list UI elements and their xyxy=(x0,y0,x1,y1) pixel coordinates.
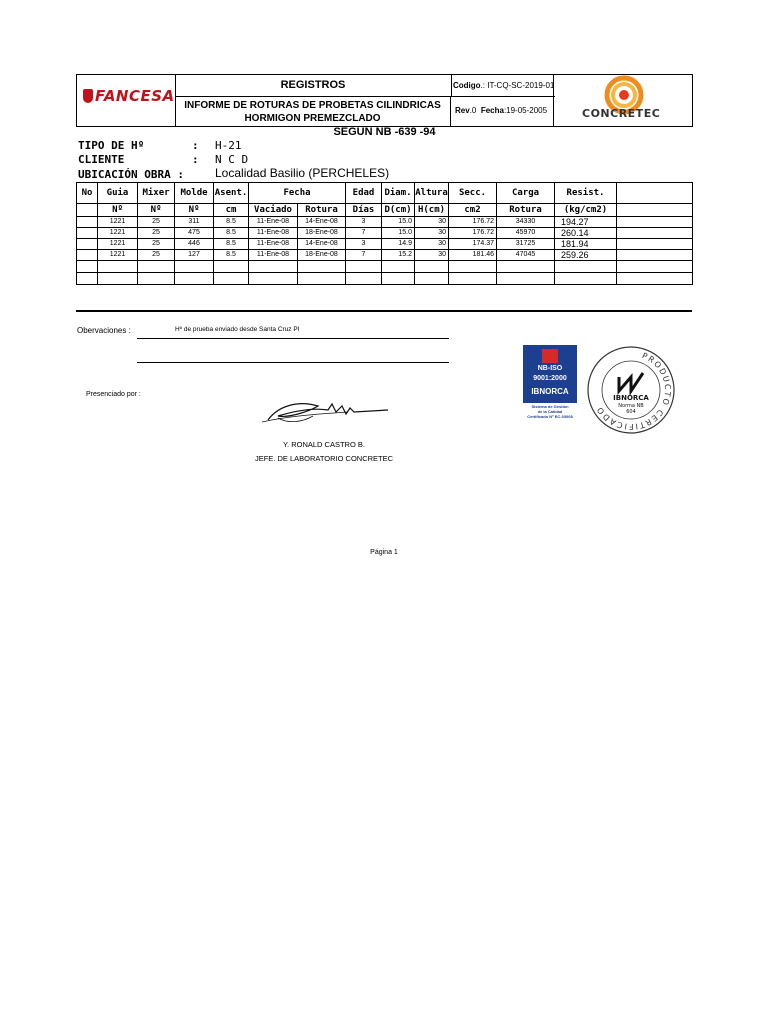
cell-resist: 181.94 xyxy=(555,239,617,250)
unit-rotura: Rotura xyxy=(298,204,346,217)
cell-altura: 30 xyxy=(415,250,449,261)
observaciones-label: Obervaciones : xyxy=(77,326,131,335)
cell-asent: 8.5 xyxy=(214,217,249,228)
cell-no xyxy=(77,239,98,250)
table-row xyxy=(77,250,693,261)
cliente-label: CLIENTE xyxy=(78,153,125,166)
observaciones-text: Hº de prueba enviado desde Santa Cruz PI xyxy=(175,326,300,333)
cell-mixer: 25 xyxy=(138,228,175,239)
seal-ring-text: PRODUCTO CERTIFICADO xyxy=(594,351,673,432)
cell-rotura: 18-Ene-08 xyxy=(298,250,346,261)
cell-carga: 34330 xyxy=(497,217,555,228)
cell-carga: 45970 xyxy=(497,228,555,239)
cell-altura: 30 xyxy=(415,217,449,228)
cell-vaciado: 11-Ene-08 xyxy=(249,217,298,228)
col-header-edad: Edad xyxy=(346,183,382,204)
observaciones-line-2 xyxy=(137,362,449,363)
cell-resist: 194.27 xyxy=(555,217,617,228)
cell-asent: 8.5 xyxy=(214,250,249,261)
signature-title: JEFE. DE LABORATORIO CONCRETEC xyxy=(254,454,394,463)
cell-rotura: 14-Ene-08 xyxy=(298,239,346,250)
presenciado-label: Presenciado por : xyxy=(86,391,141,398)
signature-name: Y. RONALD CASTRO B. xyxy=(283,440,365,449)
cell-no xyxy=(77,250,98,261)
cell-asent: 8.5 xyxy=(214,228,249,239)
table-row xyxy=(77,228,693,239)
cell-mixer: 25 xyxy=(138,250,175,261)
col-header-guia: Guia xyxy=(98,183,138,204)
unit-altura: H(cm) xyxy=(415,204,449,217)
cell-molde: 475 xyxy=(175,228,214,239)
cliente-value: N C D xyxy=(215,153,249,166)
observaciones-line-1 xyxy=(137,338,449,339)
cell-guia: 1221 xyxy=(98,250,138,261)
cell-vaciado: 11-Ene-08 xyxy=(249,239,298,250)
cell-blank xyxy=(617,239,693,250)
table-row xyxy=(77,217,693,228)
unit-vaciado: Vaciado xyxy=(249,204,298,217)
tipo-colon: : xyxy=(192,139,199,152)
concretec-sun-icon xyxy=(554,75,693,128)
col-header-fecha: Fecha xyxy=(249,183,346,204)
col-header-molde: Molde xyxy=(175,183,214,204)
nb-iso-badge xyxy=(523,345,577,403)
cell-vaciado: 11-Ene-08 xyxy=(249,250,298,261)
cell-vaciado: 11-Ene-08 xyxy=(249,228,298,239)
ubicacion-label: UBICACIÓN OBRA : xyxy=(78,168,184,181)
cell-rotura: 18-Ene-08 xyxy=(298,228,346,239)
codigo-value: .: IT-CQ-SC-2019-01 xyxy=(480,81,555,90)
table-header-row1 xyxy=(77,183,693,204)
col-header-diam: Diam. xyxy=(382,183,415,204)
codigo-label: Codigo xyxy=(453,81,481,90)
cell-guia: 1221 xyxy=(98,228,138,239)
table-row xyxy=(77,261,693,273)
seal2-name: IBNORCA xyxy=(613,394,649,402)
col-header-blank xyxy=(617,183,693,204)
cell-asent: 8.5 xyxy=(214,239,249,250)
fancesa-logo xyxy=(77,75,176,126)
nb-iso-mark-icon xyxy=(542,349,558,363)
col-header-asent: Asent. xyxy=(214,183,249,204)
col-header-no: No xyxy=(77,183,98,204)
header-block xyxy=(76,74,554,127)
unit-no xyxy=(77,204,98,217)
unit-resist: (kg/cm2) xyxy=(555,204,617,217)
cell-secc: 174.37 xyxy=(449,239,497,250)
cell-guia: 1221 xyxy=(98,239,138,250)
fancesa-logo-text: FANCESA xyxy=(95,87,175,105)
cell-altura: 30 xyxy=(415,239,449,250)
nb-iso-caption1: Sistema de Gestión xyxy=(531,404,569,409)
table-header-row2 xyxy=(77,204,693,217)
unit-mixer: Nº xyxy=(138,204,175,217)
col-header-resist: Resist. xyxy=(555,183,617,204)
cell-molde: 127 xyxy=(175,250,214,261)
cell-altura: 30 xyxy=(415,228,449,239)
fancesa-shield-icon xyxy=(83,89,93,103)
cell-blank xyxy=(617,228,693,239)
ubicacion-value: Localidad Basilio (PERCHELES) xyxy=(215,166,390,180)
cell-secc: 181.46 xyxy=(449,250,497,261)
cell-diam: 15.0 xyxy=(382,228,415,239)
cell-diam: 15.0 xyxy=(382,217,415,228)
report-title xyxy=(175,96,451,126)
unit-diam: D(cm) xyxy=(382,204,415,217)
nb-iso-line2: 9001:2000 xyxy=(533,375,567,382)
unit-molde: Nº xyxy=(175,204,214,217)
cell-secc: 176.72 xyxy=(449,217,497,228)
table-row xyxy=(77,273,693,285)
col-header-altura: Altura xyxy=(415,183,449,204)
unit-dias: Días xyxy=(346,204,382,217)
unit-carga: Rotura xyxy=(497,204,555,217)
unit-guia: Nº xyxy=(98,204,138,217)
cell-no xyxy=(77,217,98,228)
cell-molde: 446 xyxy=(175,239,214,250)
col-header-carga: Carga xyxy=(497,183,555,204)
cell-diam: 14.9 xyxy=(382,239,415,250)
producto-certificado-seal xyxy=(586,345,676,435)
cell-edad: 7 xyxy=(346,250,382,261)
seal2-norma: Norma NB xyxy=(618,403,644,409)
cell-guia: 1221 xyxy=(98,217,138,228)
tipo-label: TIPO DE Hº xyxy=(78,139,145,152)
cell-blank xyxy=(617,250,693,261)
nb-iso-caption3: Certificado Nº EC-03008 xyxy=(527,414,573,419)
nb-iso-seal xyxy=(516,345,584,435)
table-row xyxy=(77,239,693,250)
col-header-secc: Secc. xyxy=(449,183,497,204)
cell-secc: 176.72 xyxy=(449,228,497,239)
cell-mixer: 25 xyxy=(138,217,175,228)
cell-resist: 260.14 xyxy=(555,228,617,239)
rev-label: Rev xyxy=(455,106,470,115)
rev-value: .0 xyxy=(469,106,477,115)
ibnorca-check-icon xyxy=(619,373,643,391)
cell-resist: 259.26 xyxy=(555,250,617,261)
cliente-colon: : xyxy=(192,153,199,166)
nb-iso-line3: IBNORCA xyxy=(531,387,569,396)
cell-edad: 3 xyxy=(346,217,382,228)
cell-blank xyxy=(617,217,693,228)
page-number: Página 1 xyxy=(370,549,398,556)
unit-asent: cm xyxy=(214,204,249,217)
cell-carga: 31725 xyxy=(497,239,555,250)
concretec-logo-text: CONCRETEC xyxy=(582,107,661,120)
cell-rotura: 14-Ene-08 xyxy=(298,217,346,228)
tipo-value: H-21 xyxy=(215,139,242,152)
nb-iso-caption2: de la Calidad xyxy=(537,409,563,414)
unit-blank xyxy=(617,204,693,217)
concretec-logo xyxy=(554,74,693,127)
cell-no xyxy=(77,228,98,239)
nb-iso-line1: NB-ISO xyxy=(537,365,563,372)
cell-molde: 311 xyxy=(175,217,214,228)
report-title-line1: INFORME DE ROTURAS DE PROBETAS CILINDRICAS xyxy=(184,100,441,111)
signature-image xyxy=(258,392,398,432)
revision-cell xyxy=(451,96,557,126)
col-header-mixer: Mixer xyxy=(138,183,175,204)
cell-edad: 7 xyxy=(346,228,382,239)
cell-mixer: 25 xyxy=(138,239,175,250)
cell-diam: 15.2 xyxy=(382,250,415,261)
cell-edad: 3 xyxy=(346,239,382,250)
seal2-num: 604 xyxy=(626,409,636,415)
codigo-cell xyxy=(451,75,555,97)
norma-subtitle: SEGUN NB -639 -94 xyxy=(333,126,436,138)
report-title-line2: HORMIGON PREMEZCLADO xyxy=(244,113,381,124)
fecha-label: Fecha xyxy=(480,106,504,115)
section-divider xyxy=(76,310,692,312)
cell-carga: 47045 xyxy=(497,250,555,261)
fecha-value: :19-05-2005 xyxy=(503,106,548,115)
unit-secc: cm2 xyxy=(449,204,497,217)
results-table xyxy=(76,182,693,285)
registros-title: REGISTROS xyxy=(175,75,452,97)
